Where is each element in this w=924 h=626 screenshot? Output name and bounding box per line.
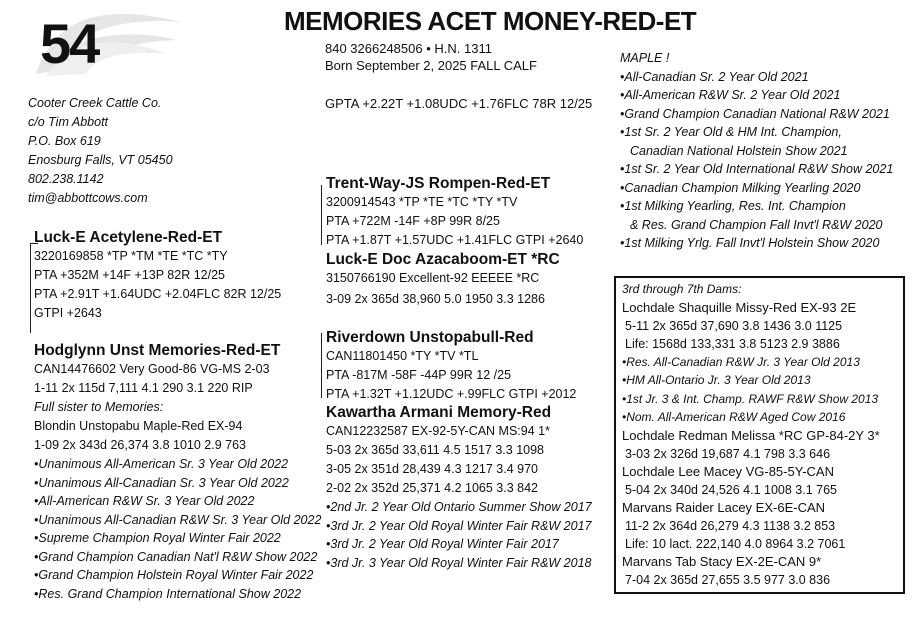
sixth-dam-record: 11-2 2x 364d 26,279 4.3 1138 3.2 853	[625, 518, 836, 533]
dam-sire-line: CAN11801450 *TY *TV *TL	[326, 349, 479, 363]
dam-name: Hodglynn Unst Memories-Red-ET	[34, 342, 281, 359]
third-dam-name: Lochdale Shaquille Missy-Red EX-93 2E	[622, 299, 857, 315]
dam-dam-line: 3-05 2x 351d 28,439 4.3 1217 3.4 970	[326, 462, 538, 476]
registration-id: 840 3266248506 • H.N. 1311	[325, 41, 492, 56]
registration-info	[325, 40, 537, 74]
seventh-dam-name: Marvans Tab Stacy EX-2E-CAN 9*	[622, 553, 822, 569]
dam-sire-line: PTA -817M -58F -44P 99R 12 /25	[326, 368, 512, 382]
maple-achievement: •Canadian Champion Milking Yearling 2020	[620, 180, 861, 195]
dam-sire-line: PTA +1.32T +1.12UDC +.99FLC GTPI +2012	[326, 387, 577, 401]
sire-sire-line: PTA +722M -14F +8P 99R 8/25	[326, 214, 500, 228]
birth-date: Born September 2, 2025 FALL CALF	[325, 58, 537, 73]
maple-achievement: •All-American R&W Sr. 2 Year Old 2021	[620, 88, 841, 102]
fourth-dam-record: 3-03 2x 326d 19,687 4.1 798 3.3 646	[625, 446, 831, 461]
dam-dam-line: 5-03 2x 365d 33,611 4.5 1517 3.3 1098	[326, 443, 545, 457]
dam-dam-line: 2-02 2x 352d 25,371 4.2 1065 3.3 842	[326, 481, 538, 495]
third-dam-record: 5-11 2x 365d 37,690 3.8 1436 3.0 1125	[625, 318, 843, 333]
pedigree-line	[30, 243, 31, 333]
sire-sire-block	[326, 175, 583, 250]
dam-sire-name: Riverdown Unstopabull-Red	[326, 329, 534, 346]
dam-dam-achievement: •3rd Jr. 3 Year Old Royal Winter Fair R&W 2018	[326, 555, 592, 570]
dam-dam-name: Kawartha Armani Memory-Red	[326, 404, 552, 421]
maple-achievement: •1st Milking Yrlg. Fall Invt'l Holstein Show 2020	[620, 236, 880, 250]
sire-line: PTA +352M +14F +13P 82R 12/25	[34, 268, 225, 282]
third-dam-achievement: •Nom. All-American R&W Aged Cow 2016	[622, 410, 846, 424]
dam-line: 1-11 2x 115d 7,111 4.1 290 3.1 220 RIP	[34, 381, 253, 395]
dam-sire-block	[326, 329, 576, 404]
dam-achievement: •Supreme Champion Royal Winter Fair 2022	[34, 531, 281, 545]
maple-achievement: •1st Milking Yearling, Res. Int. Champion	[620, 199, 846, 213]
sire-sire-line: PTA +1.87T +1.57UDC +1.41FLC GTPI +2640	[326, 233, 584, 247]
sixth-dam-life: Life: 10 lact. 222,140 4.0 8964 3.2 7061	[625, 536, 846, 551]
dam-achievement: •All-American R&W Sr. 3 Year Old 2022	[34, 494, 255, 508]
sire-sire-name: Trent-Way-JS Rompen-Red-ET	[326, 175, 551, 192]
po-box: P.O. Box 619	[28, 134, 101, 148]
maple-achievement: •Grand Champion Canadian National R&W 2021	[620, 106, 890, 121]
sister-name: Blondin Unstopabu Maple-Red EX-94	[34, 419, 243, 433]
dam-achievement: •Grand Champion Canadian Nat'l R&W Show 2022	[34, 549, 318, 564]
dam-dam-achievement: •2nd Jr. 2 Year Old Ontario Summer Show 2017	[326, 500, 592, 514]
dam-dam-line: CAN12232587 EX-92-5Y-CAN MS:94 1*	[326, 424, 550, 438]
dam-line: CAN14476602 Very Good-86 VG-MS 2-03	[34, 362, 270, 376]
sire-line: PTA +2.91T +1.64UDC +2.04FLC 82R 12/25	[34, 287, 282, 301]
maple-achievement: •1st Sr. 2 Year Old & HM Int. Champion,	[620, 125, 842, 139]
pedigree-line	[321, 185, 322, 245]
sire-dam-name: Luck-E Doc Azacaboom-ET *RC	[326, 251, 560, 268]
maple-heading: MAPLE !	[620, 51, 670, 65]
maple-achievement: •All-Canadian Sr. 2 Year Old 2021	[620, 69, 809, 84]
sire-line: 3220169858 *TP *TM *TE *TC *TY	[34, 249, 228, 263]
sixth-dam-name: Marvans Raider Lacey EX-6E-CAN	[622, 499, 826, 515]
maple-achievement: Canadian National Holstein Show 2021	[630, 143, 848, 158]
sire-name: Luck-E Acetylene-Red-ET	[34, 229, 223, 246]
sire-dam-line: 3-09 2x 365d 38,960 5.0 1950 3.3 1286	[326, 292, 545, 306]
lot-number: 54	[40, 12, 99, 75]
sire-sire-line: 3200914543 *TP *TE *TC *TY *TV	[326, 195, 518, 209]
care-of: c/o Tim Abbott	[28, 115, 109, 129]
phone: 802.238.1142	[28, 172, 104, 186]
gpta-line: GPTA +2.22T +1.08UDC +1.76FLC 78R 12/25	[325, 96, 593, 111]
dams-box-content	[622, 280, 880, 589]
fifth-dam-name: Lochdale Lee Macey VG-85-5Y-CAN	[622, 463, 834, 479]
fifth-dam-record: 5-04 2x 340d 24,526 4.1 1008 3.1 765	[625, 482, 837, 497]
dams-box-heading: 3rd through 7th Dams:	[622, 282, 742, 296]
dam-dam-block	[326, 404, 592, 572]
dam-achievement: •Unanimous All-Canadian R&W Sr. 3 Year Old 2022	[34, 512, 322, 527]
email: tim@abbottcows.com	[28, 191, 148, 205]
city: Enosburg Falls, VT 05450	[28, 153, 173, 167]
maple-achievement: & Res. Grand Champion Fall Invt'l R&W 2020	[630, 217, 883, 232]
dam-dam-achievement: •3rd Jr. 2 Year Old Royal Winter Fair 2017	[326, 537, 559, 551]
sister-record: 1-09 2x 343d 26,374 3.8 1010 2.9 763	[34, 438, 246, 452]
sire-line: GTPI +2643	[34, 306, 102, 320]
dam-achievement: •Grand Champion Holstein Royal Winter Fair 2022	[34, 568, 314, 582]
sire-block	[34, 229, 281, 323]
dam-achievement: •Unanimous All-Canadian Sr. 3 Year Old 2022	[34, 475, 289, 490]
third-dam-achievement: •Res. All-Canadian R&W Jr. 3 Year Old 2013	[622, 354, 860, 369]
third-dam-achievement: •HM All-Ontario Jr. 3 Year Old 2013	[622, 373, 811, 387]
dam-dam-achievement: •3rd Jr. 2 Year Old Royal Winter Fair R&W 2017	[326, 518, 592, 533]
farm-name: Cooter Creek Cattle Co.	[28, 96, 162, 110]
consignor-contact	[28, 94, 173, 208]
maple-achievement: •1st Sr. 2 Year Old International R&W Show 2021	[620, 162, 894, 176]
fourth-dam-name: Lochdale Redman Melissa *RC GP-84-2Y 3*	[622, 427, 880, 443]
third-dam-life: Life: 1568d 133,331 3.8 5123 2.9 3886	[625, 336, 840, 351]
sire-dam-line: 3150766190 Excellent-92 EEEEE *RC	[326, 271, 540, 285]
dam-achievement: •Unanimous All-American Sr. 3 Year Old 2022	[34, 457, 289, 471]
dam-note: Full sister to Memories:	[34, 400, 164, 414]
seventh-dam-record: 7-04 2x 365d 27,655 3.5 977 3.0 836	[625, 572, 831, 587]
dam-achievement: •Res. Grand Champion International Show 2022	[34, 586, 302, 601]
sire-dam-block	[326, 251, 560, 309]
dam-block	[34, 342, 321, 603]
animal-title: MEMORIES ACET MONEY-RED-ET	[284, 6, 697, 36]
third-dam-achievement: •1st Jr. 3 & Int. Champ. RAWF R&W Show 2013	[622, 391, 879, 406]
maple-block	[620, 49, 893, 253]
